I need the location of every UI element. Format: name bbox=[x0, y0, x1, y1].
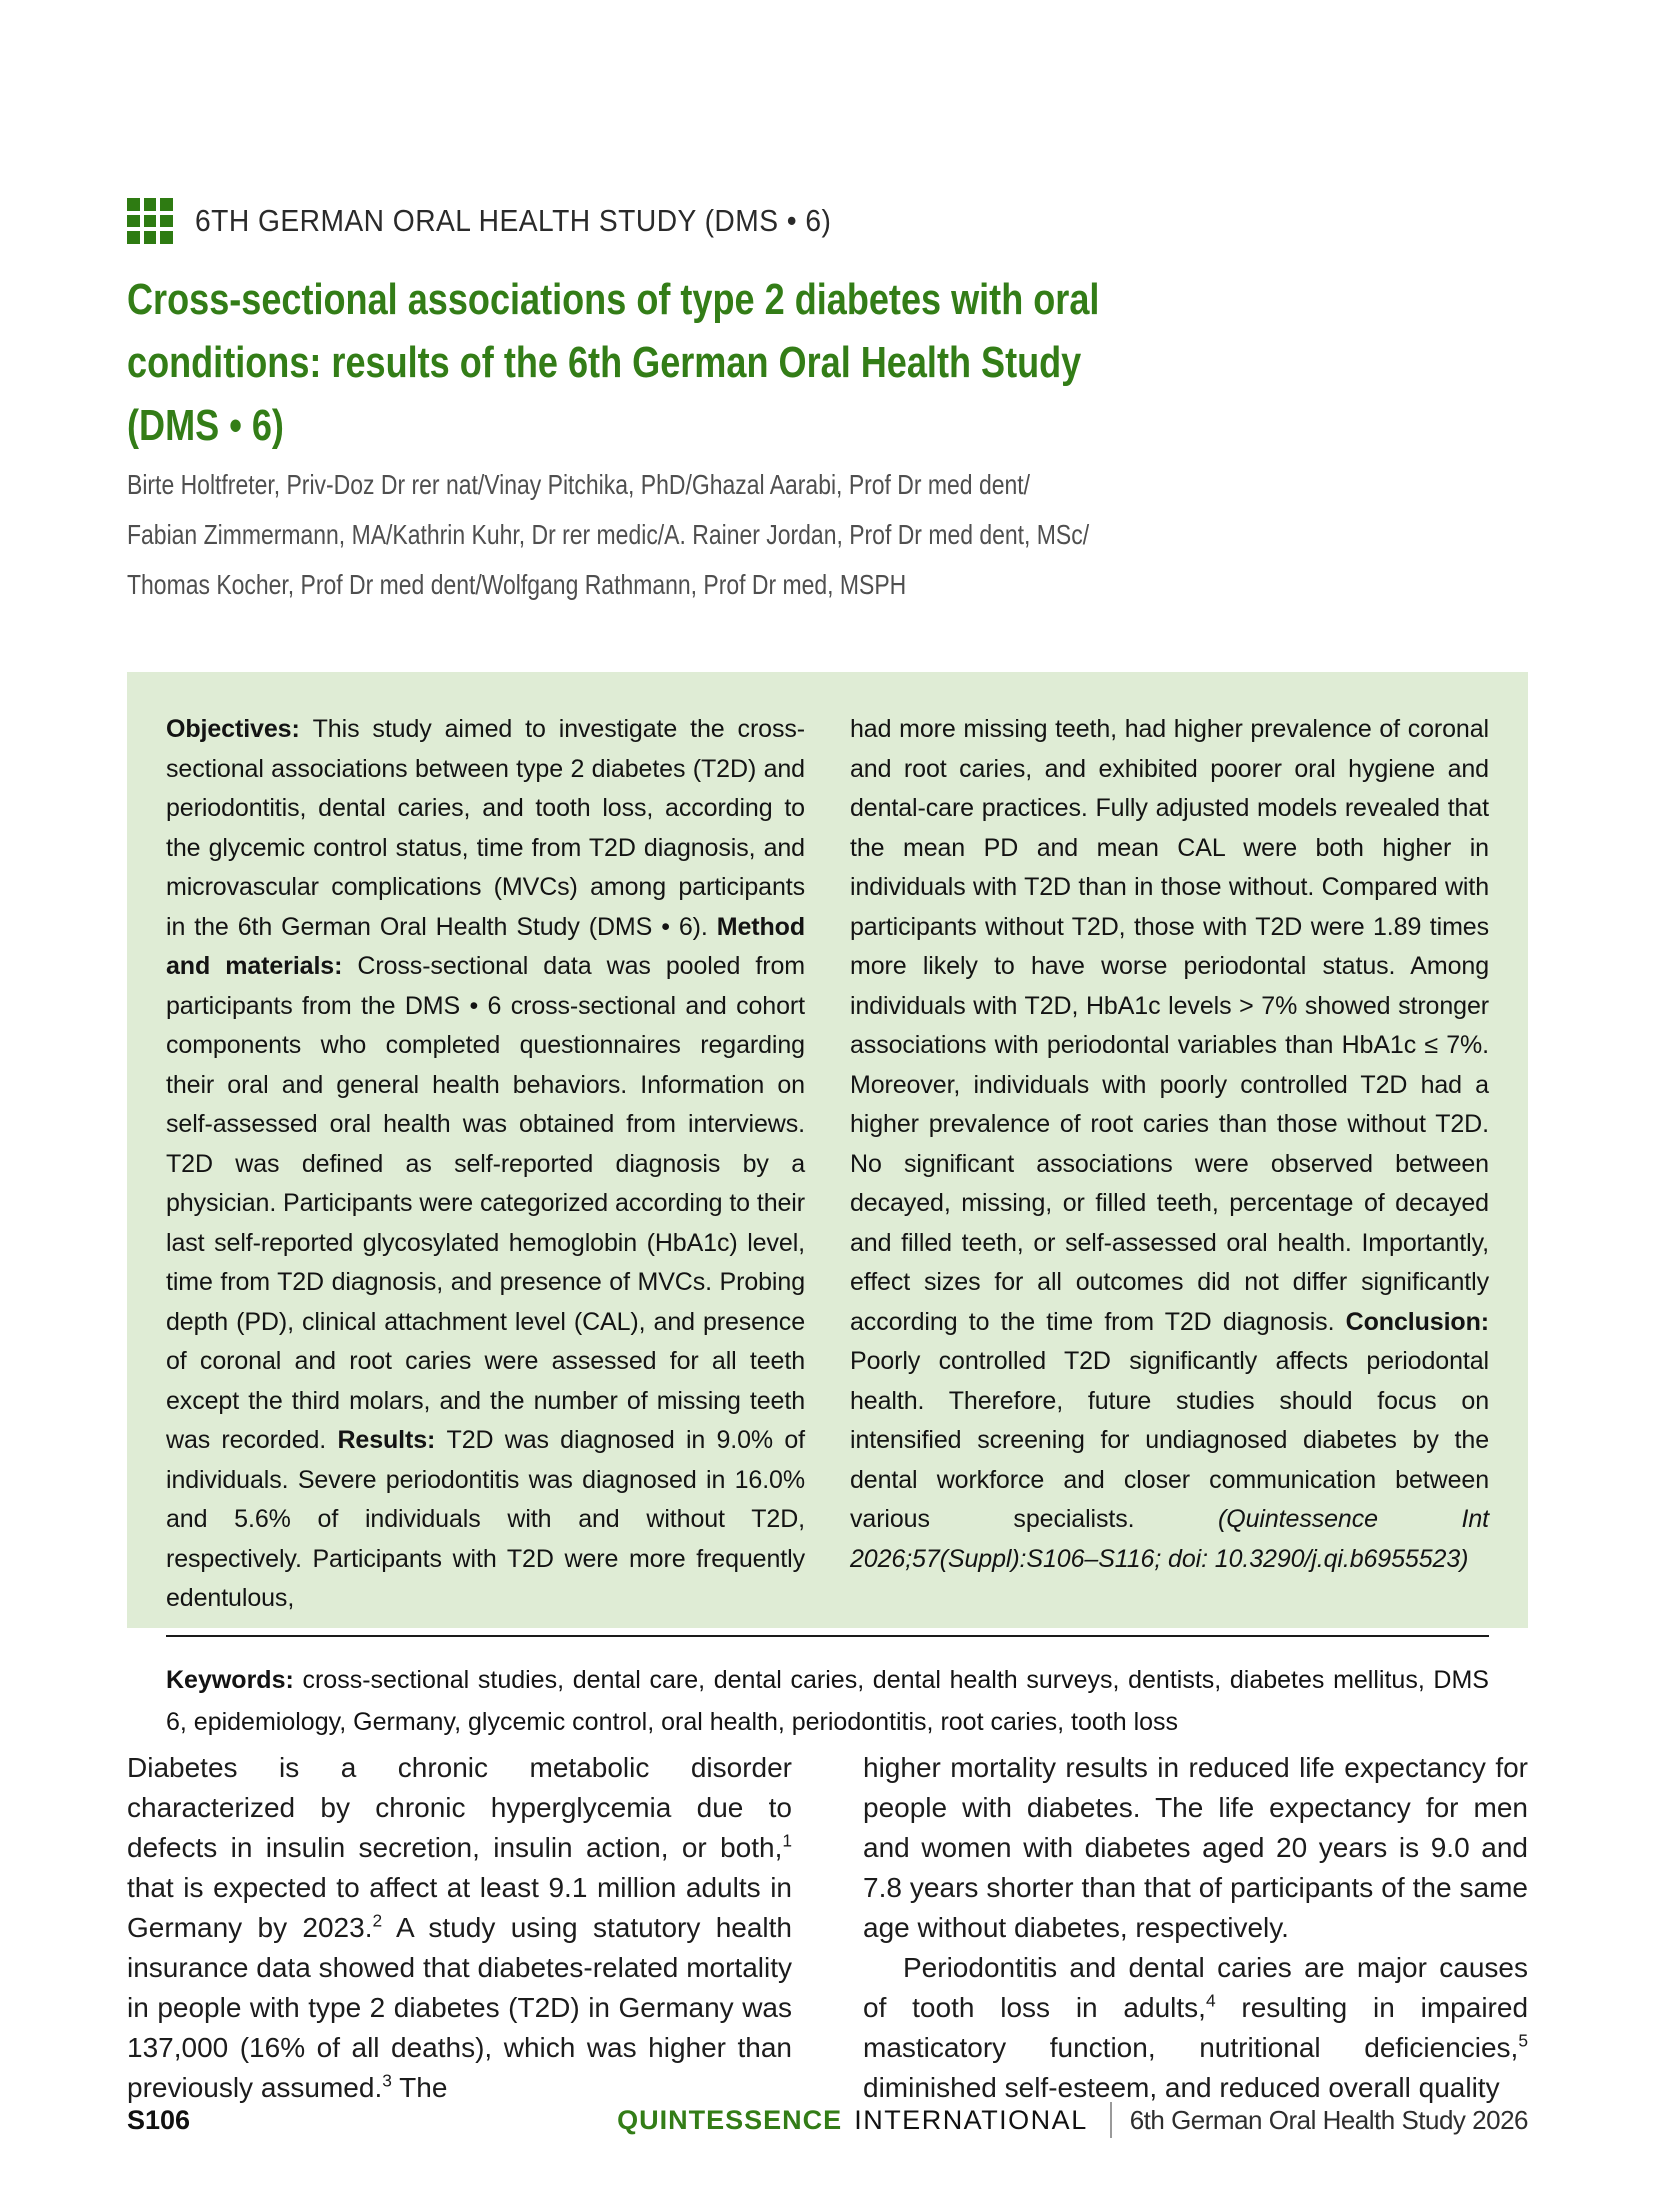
dms-grid-icon bbox=[127, 198, 173, 244]
author-line: Fabian Zimmermann, MA/Kathrin Kuhr, Dr rer medic/A. Rainer Jordan, Prof Dr med dent, MSc/ bbox=[127, 519, 1090, 550]
article-title-line: Cross-sectional associations of type 2 diabetes with oral bbox=[127, 275, 1100, 324]
article-title-line: (DMS • 6) bbox=[127, 401, 284, 450]
article-title bbox=[127, 268, 1313, 457]
author-line: Birte Holtfreter, Priv-Doz Dr rer nat/Vinay Pitchika, PhD/Ghazal Aarabi, Prof Dr med dent/ bbox=[127, 469, 1031, 500]
body-text bbox=[127, 1748, 1528, 2108]
journal-name-regular: INTERNATIONAL bbox=[854, 2104, 1088, 2135]
footer-separator bbox=[1110, 2102, 1112, 2138]
body-column-right bbox=[863, 1748, 1528, 2108]
keywords: Keywords: cross-sectional studies, dental care, dental caries, dental health surveys, dentists, diabetes mellitus, DMS 6, epidemiology, Germany, glycemic control, oral health, periodontitis, root caries, tooth loss bbox=[166, 1665, 1489, 1736]
page-number: S106 bbox=[127, 2104, 191, 2135]
body-paragraph: higher mortality results in reduced life expectancy for people with diabetes. The life expectancy for men and women with diabetes aged 20 years is 9.0 and 7.8 years shorter than that of participants of the same age without diabetes, respectively. bbox=[863, 1752, 1528, 1943]
footer-issue-info: 6th German Oral Health Study 2026 bbox=[1129, 2104, 1528, 2135]
body-paragraph: Diabetes is a chronic metabolic disorder characterized by chronic hyperglycemia due to defects in insulin secretion, insulin action, or both,$^1$ that is expected to affect at least 9.1 million adults in Germany by 2023.$^2$ A study using statutory health insurance data showed that diabetes-related mortality in people with type 2 diabetes (T2D) in Germany was 137,000 (16% of all deaths), which was higher than previously assumed.$^3$ The bbox=[127, 1752, 792, 2103]
series-title: 6TH GERMAN ORAL HEALTH STUDY (DMS • 6) bbox=[195, 203, 832, 238]
article-title-line: conditions: results of the 6th German Oral Health Study bbox=[127, 338, 1082, 387]
abstract-column-right: had more missing teeth, had higher prevalence of coronal and root caries, and exhibited poorer oral hygiene and dental-care practices. Fully adjusted models revealed that the mean PD and mean CAL were both higher in individuals with T2D than in those without. Compared with participants without T2D, those with T2D were 1.89 times more likely to have worse periodontal status. Among individuals with T2D, HbA1c levels > 7% showed stronger associations with periodontal variables than HbA1c ≤ 7%. Moreover, individuals with poorly controlled T2D had a higher prevalence of root caries than those without T2D. No significant associations were observed between decayed, missing, or filled teeth, percentage of decayed and filled teeth, or self-assessed oral health. Importantly, effect sizes for all outcomes did not differ significantly according to the time from T2D diagnosis. Conclusion: Poorly controlled T2D significantly affects periodontal health. Therefore, future studies should focus on intensified screening for undiagnosed diabetes by the dental workforce and closer communication between various specialists. (Quintessence Int 2026;57(Suppl):S106–S116; doi: 10.3290/j.qi.b6955523) bbox=[850, 715, 1489, 1573]
abstract-column-left: Objectives: This study aimed to investigate the cross-sectional associations between type 2 diabetes (T2D) and periodontitis, dental caries, and tooth loss, according to the glycemic control status, time from T2D diagnosis, and microvascular complications (MVCs) among participants in the 6th German Oral Health Study (DMS • 6). Method and materials: Cross-sectional data was pooled from participants from the DMS • 6 cross-sectional and cohort components who completed questionnaires regarding their oral and general health behaviors. Information on self-assessed oral health was obtained from interviews. T2D was defined as self-reported diagnosis by a physician. Participants were categorized according to their last self-reported glycosylated hemoglobin (HbA1c) level, time from T2D diagnosis, and presence of MVCs. Probing depth (PD), clinical attachment level (CAL), and presence of coronal and root caries were assessed for all teeth except the third molars, and the number of missing teeth was recorded. Results: T2D was diagnosed in 9.0% of individuals. Severe periodontitis was diagnosed in 16.0% and 5.6% of individuals with and without T2D, respectively. Participants with T2D were more frequently edentulous, bbox=[166, 715, 805, 1612]
series-header bbox=[127, 198, 894, 244]
journal-footer bbox=[617, 2102, 1528, 2138]
journal-name-bold: QUINTESSENCE bbox=[617, 2104, 843, 2135]
body-paragraph: Periodontitis and dental caries are major causes of tooth loss in adults,$^4$ resulting in impaired masticatory function, nutritional deficiencies,$^5$ diminished self-esteem, and reduced overall quality bbox=[863, 1952, 1529, 2103]
author-line: Thomas Kocher, Prof Dr med dent/Wolfgang Rathmann, Prof Dr med, MSPH bbox=[127, 569, 907, 600]
author-list bbox=[127, 460, 1300, 610]
abstract-columns bbox=[166, 710, 1489, 1619]
abstract-divider bbox=[166, 1635, 1489, 1637]
page-footer bbox=[127, 2100, 1528, 2140]
abstract-box bbox=[127, 672, 1528, 1736]
body-column-left bbox=[127, 1748, 792, 2108]
